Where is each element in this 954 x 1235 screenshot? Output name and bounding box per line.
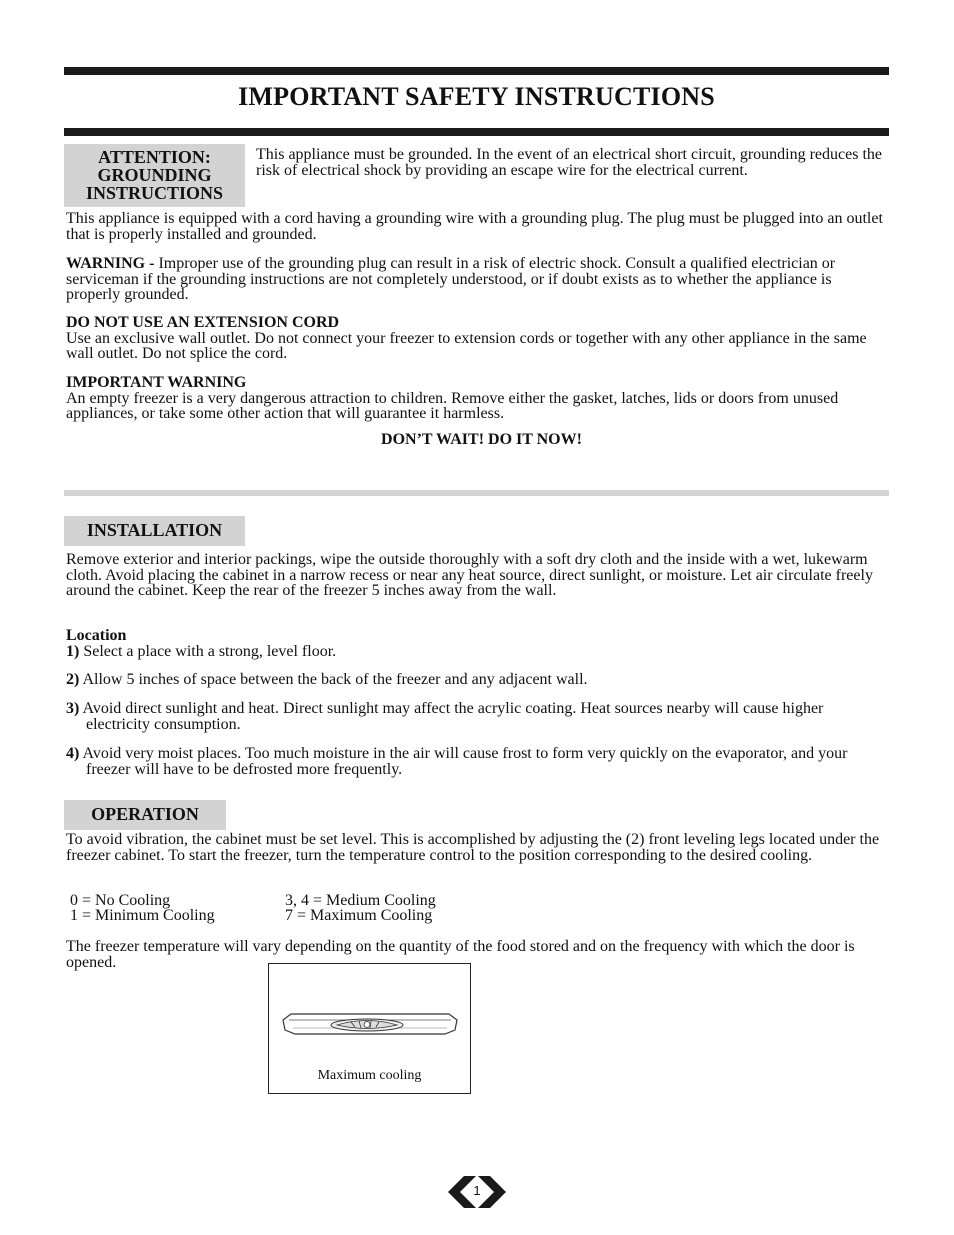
warning-label: WARNING - — [66, 255, 155, 272]
temperature-vary-text: The freezer temperature will vary depending on the quantity of the food stored and on the frequency with which the door is opened. — [66, 938, 855, 971]
location-item-4-number: 4) — [66, 745, 80, 762]
attention-tag-line3: INSTRUCTIONS — [85, 183, 224, 203]
grounding-text: This appliance must be grounded. In the event of an electrical short circuit, grounding reduces the risk of electrical shock by providing an escape wire for the electrical current. — [256, 146, 883, 179]
location-item-3 — [66, 701, 886, 732]
location-item-2 — [66, 672, 886, 688]
page-number-badge — [446, 1174, 508, 1210]
location-item-1-text: Select a place with a strong, level floor. — [79, 642, 337, 660]
operation-text: To avoid vibration, the cabinet must be set level. This is accomplished by adjusting the (2) front leveling legs located under the freezer cabinet. To start the freezer, turn the temperature control to the position corresponding to the desired cooling. — [66, 831, 880, 864]
extension-text: Use an exclusive wall outlet. Do not connect your freezer to extension cords or together with any other appliance in the same wall outlet. Do not splice the cord. — [66, 329, 867, 362]
page-title: IMPORTANT SAFETY INSTRUCTIONS — [238, 82, 715, 111]
section-divider — [64, 490, 889, 496]
location-heading: Location — [66, 627, 127, 644]
temperature-dial-figure — [268, 963, 471, 1094]
page-number: 1 — [473, 1183, 481, 1198]
location-paragraph — [66, 628, 886, 659]
extension-heading: DO NOT USE AN EXTENSION CORD — [66, 314, 340, 331]
installation-tag: INSTALLATION — [64, 516, 245, 546]
setting-medium-cooling: 3, 4 = Medium Cooling — [285, 892, 436, 909]
warning-text: Improper use of the grounding plug can result in a risk of electric shock. Consult a qualified electrician or serviceman if the grounding instructions are not completely understood, or if doubt exists as to whether the appliance is properly grounded. — [66, 255, 836, 303]
setting-min-cooling: 1 = Minimum Cooling — [70, 907, 215, 924]
attention-tag — [64, 144, 245, 207]
important-warning-paragraph — [66, 375, 886, 422]
important-warning-text: An empty freezer is a very dangerous attraction to children. Remove either the gasket, latches, lids or doors from unused appliances, or take some other action that will guarantee it harmless. — [66, 389, 839, 422]
temperature-dial-icon — [269, 964, 470, 1064]
important-warning-heading: IMPORTANT WARNING — [66, 374, 247, 391]
dial-caption: Maximum cooling — [317, 1068, 422, 1083]
installation-text: Remove exterior and interior packings, wipe the outside thoroughly with a soft dry cloth and the inside with a wet, lukewarm cloth. Avoid placing the cabinet in a narrow recess or near any heat source, direct sunlight, or moisture. Let air circulate freely around the cabinet. Keep the rear of the freezer 5 inches away from the wall. — [66, 551, 873, 599]
location-item-2-text: Allow 5 inches of space between the back of the freezer and any adjacent wall. — [79, 671, 588, 688]
dont-wait-callout: DON’T WAIT! DO IT NOW! — [381, 431, 582, 448]
setting-max-cooling: 7 = Maximum Cooling — [285, 907, 433, 924]
location-item-3-text: Avoid direct sunlight and heat. Direct sunlight may affect the acrylic coating. Heat sources nearby will cause higher electricity consumption. — [79, 700, 824, 733]
location-item-4-text: Avoid very moist places. Too much moisture in the air will cause frost to form very quickly on the evaporator, and your freezer will have to be defrosted more frequently. — [79, 745, 848, 778]
location-item-1-number: 1) — [66, 642, 80, 660]
attention-tag-line2: GROUNDING — [97, 165, 212, 185]
setting-no-cooling: 0 = No Cooling — [70, 892, 171, 909]
warning-paragraph — [66, 256, 876, 303]
attention-tag-line1: ATTENTION: — [98, 147, 211, 167]
operation-tag: OPERATION — [64, 800, 226, 830]
extension-paragraph — [66, 315, 886, 362]
location-item-4 — [66, 746, 856, 777]
location-item-3-number: 3) — [66, 700, 80, 717]
title-rule — [64, 128, 889, 136]
cord-text: This appliance is equipped with a cord having a grounding wire with a grounding plug. The plug must be plugged into an outlet that is properly installed and grounded. — [66, 210, 883, 243]
location-item-2-number: 2) — [66, 671, 80, 688]
top-rule — [64, 67, 889, 75]
cooling-settings — [70, 893, 570, 927]
